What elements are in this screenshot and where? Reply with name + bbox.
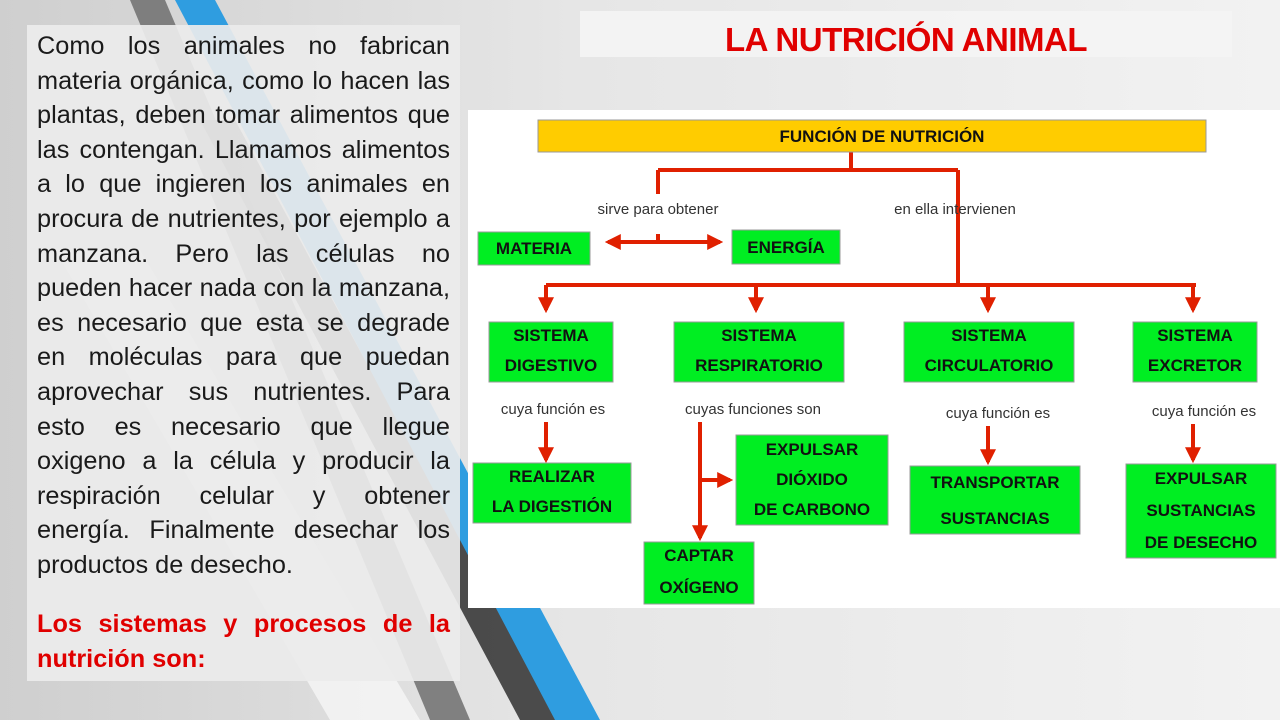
text-panel [27,25,460,681]
svg-text:DIGESTIVO: DIGESTIVO [504,356,598,375]
link-respiratorio: cuyas funciones son [685,401,821,418]
svg-text:ENERGÍA: ENERGÍA [747,238,825,257]
link-right: en ella intervienen [894,201,1016,218]
slide-title: LA NUTRICIÓN ANIMAL [724,21,1087,58]
node-sistema-digestivo [489,322,613,382]
svg-text:SISTEMA: SISTEMA [951,326,1027,345]
svg-text:REALIZAR: REALIZAR [509,467,595,486]
svg-text:SISTEMA: SISTEMA [721,326,797,345]
link-excretor: cuya función es [1151,403,1257,420]
svg-text:EXCRETOR: EXCRETOR [1147,356,1243,375]
svg-text:CIRCULATORIO: CIRCULATORIO [924,356,1054,375]
svg-text:SISTEMA: SISTEMA [1157,326,1233,345]
link-circulatorio: cuya función es [945,405,1051,422]
svg-text:SUSTANCIAS: SUSTANCIAS [940,509,1050,528]
node-expulsar-co2 [736,435,888,525]
svg-text:OXÍGENO: OXÍGENO [659,578,739,597]
svg-text:RESPIRATORIO: RESPIRATORIO [695,356,823,375]
node-captar-oxigeno [644,542,754,604]
root-split-line [658,152,958,285]
root-node [538,120,1206,152]
root-label: FUNCIÓN DE NUTRICIÓN [779,127,985,146]
concept-map [468,110,1280,608]
node-transportar [910,466,1080,534]
link-left: sirve para obtener [597,201,719,218]
svg-text:DE CARBONO: DE CARBONO [753,500,871,519]
node-realizar-digestion [473,463,631,523]
svg-text:EXPULSAR: EXPULSAR [765,440,859,459]
node-sistema-respiratorio [674,322,844,382]
node-sistema-circulatorio [904,322,1074,382]
svg-text:DE DESECHO: DE DESECHO [1144,533,1258,552]
svg-text:SISTEMA: SISTEMA [513,326,589,345]
node-materia [478,232,590,265]
node-sistema-excretor [1133,322,1257,382]
svg-text:CAPTAR: CAPTAR [664,546,734,565]
body-text: Como los animales no fabrican materia orgánica, como lo hacen las plantas, deben tomar alimentos que las contengan. Llamamos alimentos a lo que ingieren los animales en procura de nutrientes, por ejemplo a manzana. Pero las células no pueden hacer nada con la manzana, es necesario que esta se degrade en moléculas para que puedan aprovechar sus nutrientes. Para esto es necesario que llegue oxigeno a la célula y producir la respiración celular y obtener energía. Finalmente desechar los productos de desecho. [37,32,450,579]
svg-text:EXPULSAR: EXPULSAR [1154,469,1248,488]
highlight-text: Los sistemas y procesos de la nutrición son: [37,610,450,673]
svg-text:DIÓXIDO: DIÓXIDO [776,470,848,489]
svg-text:MATERIA: MATERIA [495,239,573,258]
title-bar [580,11,1232,57]
node-energia [732,230,840,264]
node-expulsar-desecho [1126,464,1276,558]
svg-text:LA DIGESTIÓN: LA DIGESTIÓN [491,497,613,516]
svg-text:TRANSPORTAR: TRANSPORTAR [930,473,1060,492]
link-digestivo: cuya función es [500,401,606,418]
concept-map-panel [468,110,1280,608]
svg-text:SUSTANCIAS: SUSTANCIAS [1146,501,1256,520]
